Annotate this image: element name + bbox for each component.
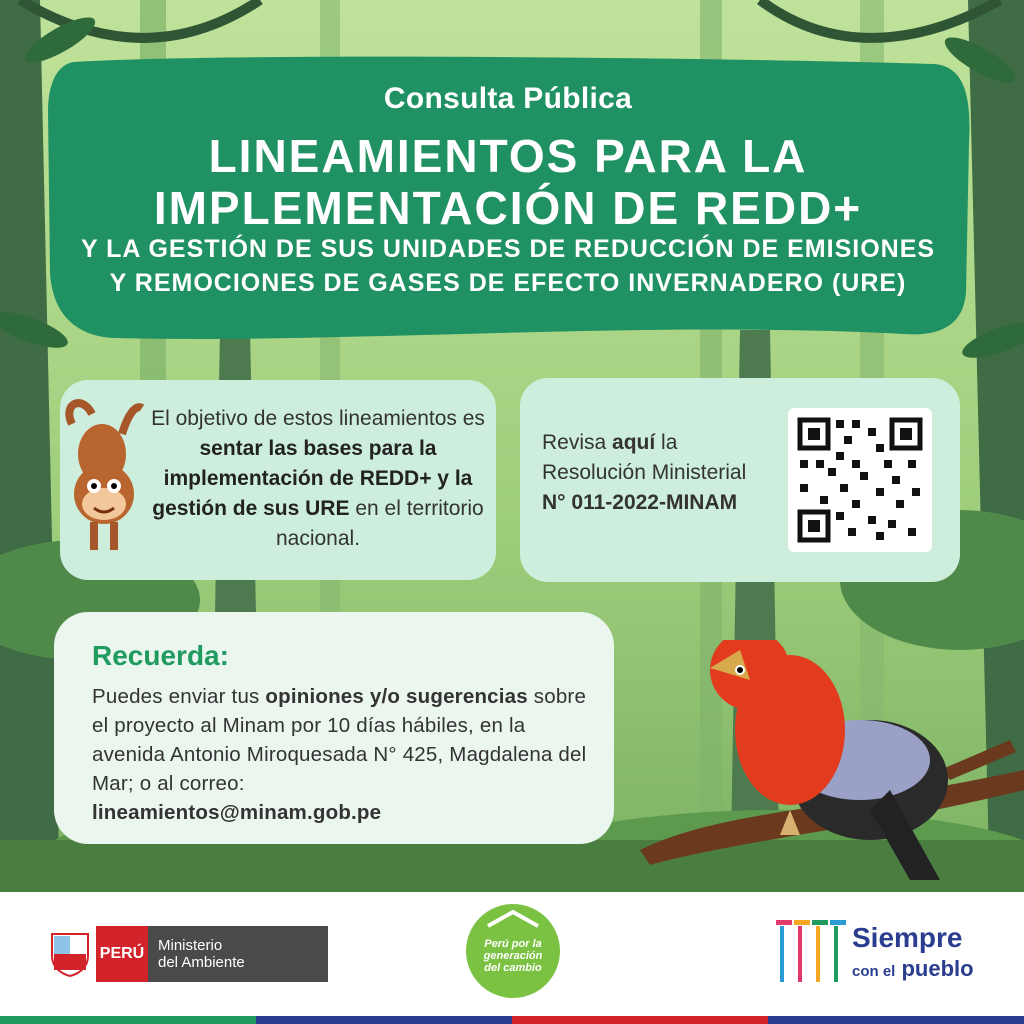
monkey-illustration <box>62 394 148 554</box>
siempre-con-el-pueblo-logo[interactable] <box>772 916 992 986</box>
badge-line-2: generación <box>483 950 543 962</box>
resolution-number: N° 011-2022-MINAM <box>542 491 738 514</box>
objective-text-bold: sentar las bases para la implementación de REDD+ y la gestión de sus URE <box>152 437 473 520</box>
objective-text-part-2: en el territorio nacional. <box>275 497 484 550</box>
slogan-line-2-big: pueblo <box>901 956 974 981</box>
resolution-link-here[interactable]: aquí <box>612 431 656 454</box>
resolution-text-part-2: la Resolución Ministerial <box>542 431 747 484</box>
ministry-logo[interactable] <box>48 926 328 982</box>
reminder-text-part-2: sobre el proyecto al Minam por 10 días hábiles, en la avenida Antonio Miroquesada N° 425, Magdalena del Mar; o al correo: <box>92 685 587 795</box>
resolution-text <box>542 428 782 518</box>
header-title-line-3: Y LA GESTIÓN DE SUS UNIDADES DE REDUCCIÓN DE EMISIONES <box>80 235 936 263</box>
ministry-line-1: Ministerio <box>158 937 223 954</box>
peru-label: PERÚ <box>96 926 148 982</box>
resolution-text-part-1: Revisa <box>542 431 613 454</box>
reminder-email[interactable]: lineamientos@minam.gob.pe <box>92 801 382 824</box>
reminder-body <box>92 682 592 827</box>
header-title-line-4: Y REMOCIONES DE GASES DE EFECTO INVERNADERO (URE) <box>109 269 907 297</box>
generacion-del-cambio-badge[interactable] <box>466 904 560 998</box>
ministry-name <box>148 926 328 982</box>
header-panel <box>44 52 972 342</box>
slogan-line-1: Siempre <box>852 922 963 953</box>
footer-color-stripe <box>0 1016 1024 1024</box>
objective-text-part-1: El objetivo de estos lineamientos es <box>151 407 485 430</box>
ministry-line-2: del Ambiente <box>158 954 245 971</box>
colored-columns-icon <box>772 916 846 986</box>
objective-text <box>150 404 486 554</box>
reminder-text-part-1: Puedes enviar tus <box>92 685 266 708</box>
header-title-line-2: IMPLEMENTACIÓN DE REDD+ <box>153 182 863 234</box>
qr-code[interactable] <box>788 408 932 552</box>
qr-code-pattern <box>788 408 932 552</box>
badge-emblem-icon <box>466 904 560 938</box>
reminder-heading: Recuerda: <box>92 640 229 671</box>
slogan-line-2-small: con el <box>852 963 896 980</box>
header-title-line-1: LINEAMIENTOS PARA LA <box>208 130 808 182</box>
slogan-line-2 <box>852 956 974 982</box>
badge-line-1: Perú por la <box>484 938 542 950</box>
peru-coat-of-arms-icon <box>48 930 92 978</box>
cock-of-the-rock-bird-illustration <box>640 640 1024 890</box>
header-subtitle: Consulta Pública <box>383 82 633 115</box>
badge-line-3: del cambio <box>484 962 542 974</box>
reminder-text-bold: opiniones y/o sugerencias <box>265 685 528 708</box>
